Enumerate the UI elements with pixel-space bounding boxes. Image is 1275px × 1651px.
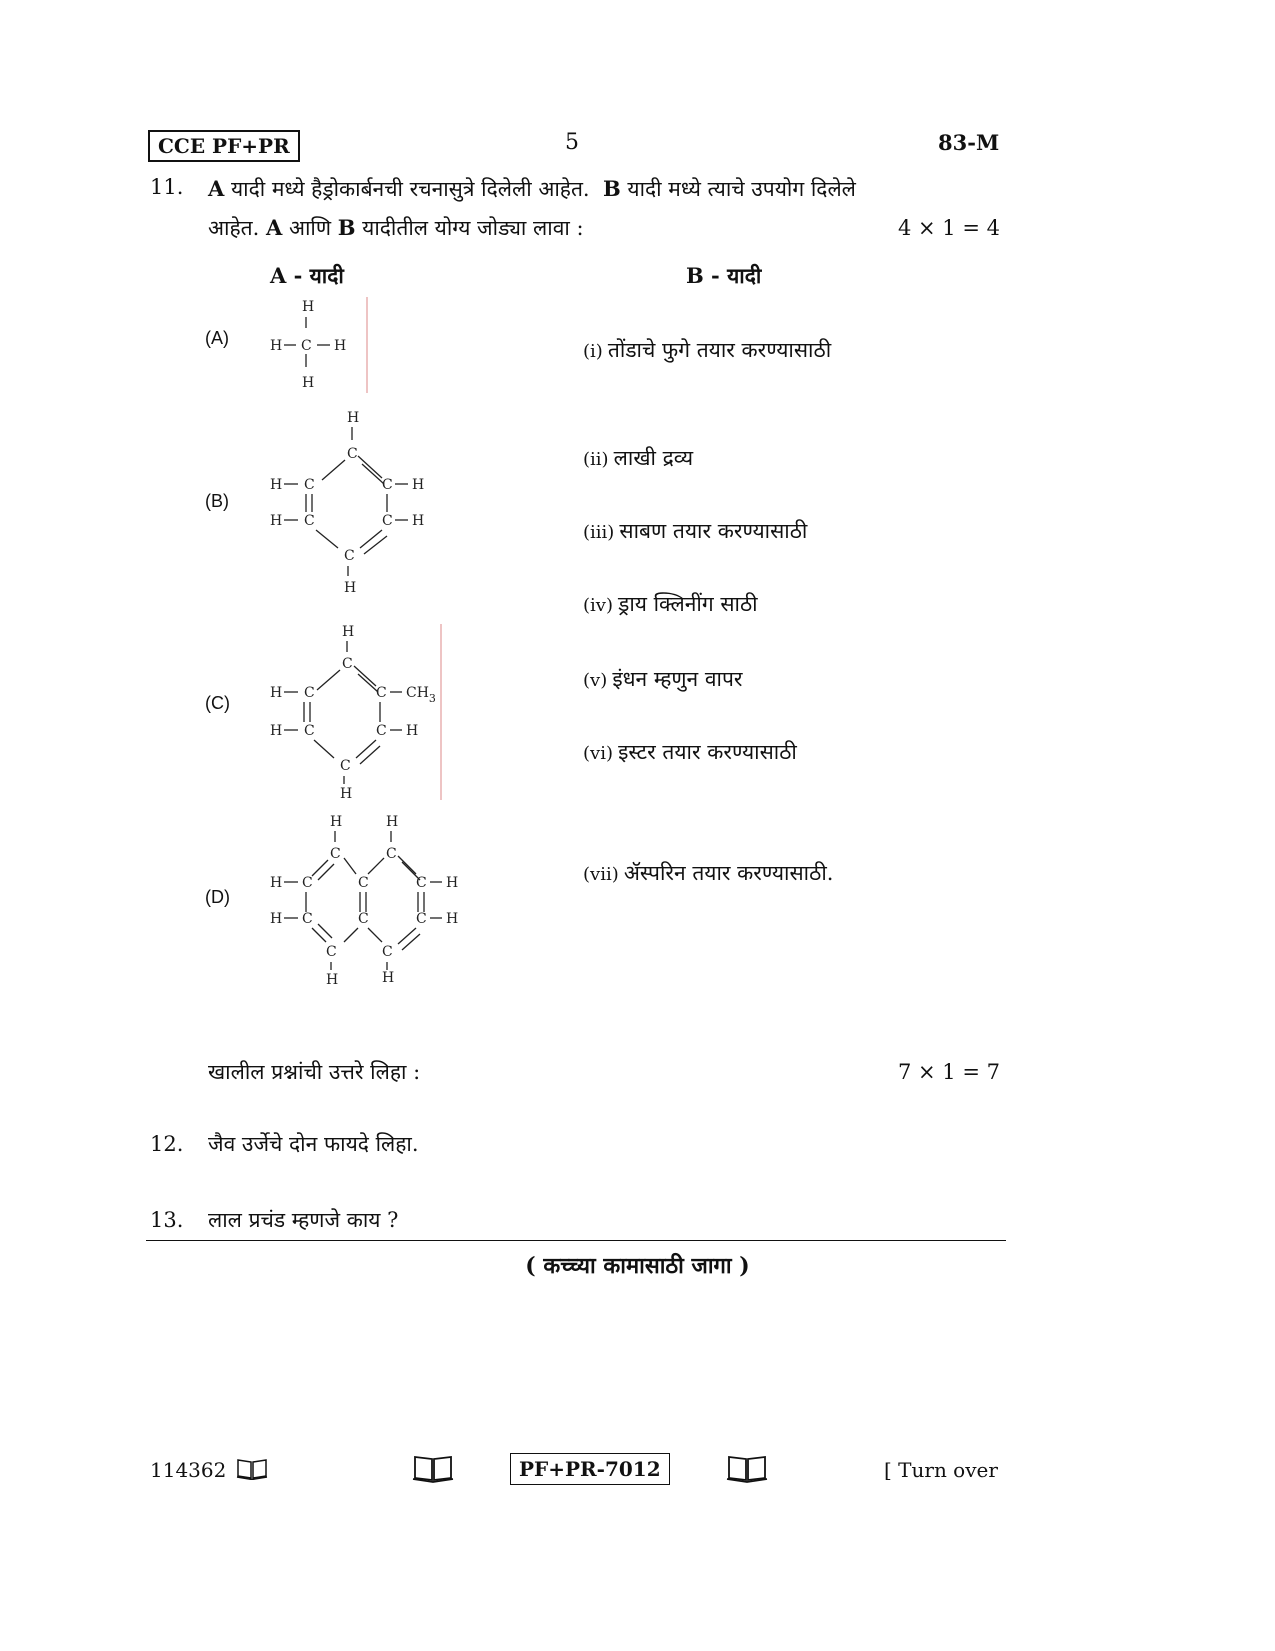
book-icon bbox=[236, 1456, 268, 1480]
list-b-item-7 bbox=[583, 859, 833, 887]
list-b-text: साबण तयार करण्यासाठी bbox=[619, 519, 808, 543]
atom-c: C bbox=[386, 846, 397, 862]
atom-h: H bbox=[412, 477, 425, 493]
footer-code-box: PF+PR-7012 bbox=[510, 1453, 670, 1485]
atom-h: H bbox=[330, 814, 343, 830]
question-13-text: लाल प्रचंड म्हणजे काय ? bbox=[208, 1208, 399, 1232]
list-b-text: ॲस्परिन तयार करण्यासाठी. bbox=[623, 861, 834, 885]
atom-c: C bbox=[382, 944, 393, 960]
list-b-item-1 bbox=[583, 336, 831, 364]
list-b-num: (vi) bbox=[583, 743, 613, 764]
atom-c: C bbox=[358, 911, 369, 927]
list-b-text: तोंडाचे फुगे तयार करण्यासाठी bbox=[607, 338, 832, 362]
atom-h: H bbox=[382, 970, 395, 986]
atom-h: H bbox=[270, 911, 283, 927]
atom-c: C bbox=[376, 685, 387, 701]
question-11-line-2-part-2: आणि bbox=[288, 216, 332, 240]
atom-h: H bbox=[344, 580, 357, 596]
atom-h: H bbox=[270, 723, 283, 739]
atom-c: C bbox=[304, 477, 315, 493]
question-11-marks: 4 × 1 = 4 bbox=[898, 216, 1000, 240]
question-11-line-2-part-3: यादीतील योग्य जोड्या लावा : bbox=[362, 216, 584, 240]
list-b-item-2 bbox=[583, 444, 693, 472]
list-b-num: (iii) bbox=[583, 522, 615, 543]
footer-serial-text: 114362 bbox=[150, 1458, 227, 1482]
question-11-line-1 bbox=[208, 175, 1008, 203]
list-b-item-3 bbox=[583, 517, 807, 545]
structure-methane bbox=[262, 295, 382, 395]
paper-code-box: CCE PF+PR bbox=[148, 130, 300, 162]
list-a-heading: A - यादी bbox=[270, 263, 344, 288]
atom-h: H bbox=[340, 786, 353, 802]
list-b-text: ड्राय क्लिनींग साठी bbox=[618, 592, 758, 616]
atom-h: H bbox=[270, 685, 283, 701]
atom-c: C bbox=[342, 656, 353, 672]
list-b-num: (v) bbox=[583, 670, 608, 691]
atom-h: H bbox=[302, 375, 315, 391]
question-11-line-1-part-1: यादी मध्ये हैड्रोकार्बनची रचनासुत्रे दिलेली आहेत. bbox=[230, 177, 590, 201]
list-b-heading: B - यादी bbox=[686, 263, 762, 288]
atom-h: H bbox=[347, 410, 360, 426]
atom-h: H bbox=[302, 299, 315, 315]
atom-c: C bbox=[302, 875, 313, 891]
atom-h: H bbox=[446, 875, 459, 891]
methyl-subscript: 3 bbox=[428, 692, 436, 705]
question-13-number: 13. bbox=[150, 1208, 184, 1232]
atom-h: H bbox=[270, 513, 283, 529]
page-number: 5 bbox=[565, 130, 579, 155]
atom-h: H bbox=[406, 723, 419, 739]
atom-c: C bbox=[416, 875, 427, 891]
footer-serial bbox=[150, 1458, 226, 1482]
list-a-label-c: (C) bbox=[205, 693, 230, 713]
atom-h: H bbox=[270, 477, 283, 493]
list-a-label-b: (B) bbox=[205, 491, 229, 511]
atom-h: H bbox=[326, 972, 339, 988]
question-11-line-1-part-2: यादी मध्ये त्याचे उपयोग दिलेले bbox=[627, 177, 856, 201]
divider-line bbox=[146, 1240, 1006, 1241]
letter-a: A bbox=[208, 176, 225, 201]
list-b-item-5 bbox=[583, 665, 743, 693]
question-11-number: 11. bbox=[150, 175, 184, 199]
methyl-ch: CH bbox=[406, 685, 429, 701]
letter-b: B bbox=[602, 176, 621, 201]
atom-c: C bbox=[304, 513, 315, 529]
atom-c: C bbox=[382, 477, 393, 493]
book-icon bbox=[412, 1453, 454, 1483]
letter-b-2: B bbox=[337, 215, 356, 240]
letter-a-2: A bbox=[265, 215, 283, 240]
atom-c: C bbox=[340, 758, 351, 774]
atom-h: H bbox=[412, 513, 425, 529]
turn-over-text: [ Turn over bbox=[884, 1458, 998, 1482]
structure-naphthalene bbox=[262, 812, 492, 992]
instruction-marks: 7 × 1 = 7 bbox=[898, 1060, 1000, 1084]
atom-h: H bbox=[270, 338, 283, 354]
list-a-label-d: (D) bbox=[205, 887, 230, 907]
list-b-text: इंधन म्हणुन वापर bbox=[612, 667, 743, 691]
methyl-group bbox=[406, 685, 436, 705]
atom-c: C bbox=[326, 944, 337, 960]
atom-c: C bbox=[358, 875, 369, 891]
atom-c: C bbox=[304, 685, 315, 701]
structure-b bbox=[262, 408, 452, 598]
atom-c: C bbox=[347, 446, 358, 462]
list-b-num: (vii) bbox=[583, 864, 619, 885]
atom-c: C bbox=[376, 723, 387, 739]
list-b-item-6 bbox=[583, 738, 797, 766]
list-b-text: इस्टर तयार करण्यासाठी bbox=[618, 740, 797, 764]
list-b-num: (ii) bbox=[583, 449, 609, 470]
atom-c: C bbox=[330, 846, 341, 862]
atom-h: H bbox=[270, 875, 283, 891]
atom-h: H bbox=[446, 911, 459, 927]
question-12-text: जैव उर्जेचे दोन फायदे लिहा. bbox=[208, 1132, 419, 1156]
list-b-text: लाखी द्रव्य bbox=[613, 446, 694, 470]
question-11-line-2-part-1: आहेत. bbox=[208, 216, 260, 240]
question-12-number: 12. bbox=[150, 1132, 184, 1156]
atom-c: C bbox=[301, 338, 312, 354]
atom-h: H bbox=[334, 338, 347, 354]
list-b-num: (i) bbox=[583, 341, 603, 362]
list-b-item-4 bbox=[583, 590, 758, 618]
structure-toluene bbox=[262, 622, 462, 802]
rough-work-heading: ( कच्च्या कामासाठी जागा ) bbox=[525, 1253, 750, 1279]
atom-c: C bbox=[344, 548, 355, 564]
list-b-num: (iv) bbox=[583, 595, 613, 616]
book-icon bbox=[726, 1453, 768, 1483]
atom-h: H bbox=[342, 624, 355, 640]
instruction-text: खालील प्रश्नांची उत्तरे लिहा : bbox=[208, 1060, 421, 1084]
atom-c: C bbox=[302, 911, 313, 927]
list-a-label-a: (A) bbox=[205, 328, 229, 348]
atom-c: C bbox=[416, 911, 427, 927]
atom-h: H bbox=[386, 814, 399, 830]
question-11-line-2 bbox=[208, 214, 584, 242]
paper-code: 83-M bbox=[938, 130, 1000, 155]
atom-c: C bbox=[304, 723, 315, 739]
atom-c: C bbox=[382, 513, 393, 529]
